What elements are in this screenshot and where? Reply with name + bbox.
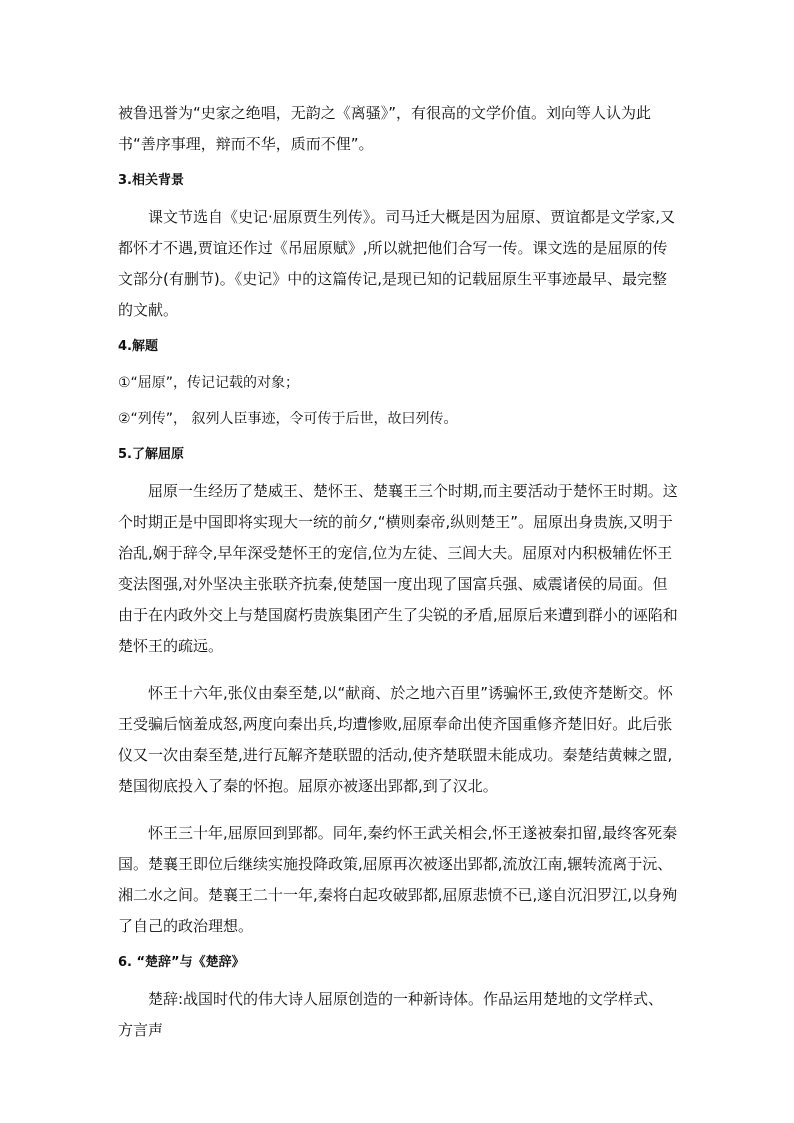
paragraph-quyuan-life: 屈原一生经历了楚威王、楚怀王、楚襄王三个时期,而主要活动于楚怀王时期。这个时期正是中国即将实现大一统的前夕,“横则秦帝,纵则楚王”。屈原出身贵族,又明于治乱,娴于辞令,早年深受楚怀王的宠信,位为左徒、三闾大夫。屈原对内积极辅佐怀王变法图强,对外坚决主张联齐抗秦,使楚国一度出现了国富兵强、威震诸侯的局面。但由于在内政外交上与楚国腐朽贵族集团产生了尖锐的矛盾,屈原后来遭到群小的诬陷和楚怀王的疏远。 bbox=[118, 482, 678, 655]
paragraph-intro: 被鲁迅誉为“史家之绝唱，无韵之《离骚》”，有很高的文学价值。刘向等人认为此书“善序事理，辩而不华，质而不俚”。 bbox=[118, 104, 652, 153]
paragraph-background: 课文节选自《史记·屈原贾生列传》。司马迁大概是因为屈原、贾谊都是文学家,又都怀才不遇,贾谊还作过《吊屈原赋》,所以就把他们合写一传。课文选的是屈原的传文部分(有删节)。《史记》中的这篇传记,是现已知的记载屈原生平事迹最早、最完整的文献。 bbox=[118, 208, 676, 319]
paragraph-exile: 怀王三十年,屈原回到郢都。同年,秦约怀王武关相会,怀王遂被秦扣留,最终客死秦国。楚襄王即位后继续实施投降政策,屈原再次被逐出郢都,流放江南,辗转流离于沅、湘二水之间。楚襄王二十一年,秦将白起攻破郢都,屈原悲愤不已,遂自沉汨罗江,以身殉了自己的政治理想。 bbox=[118, 824, 678, 935]
list-item-quyuan: ①“屈原”，传记记载的对象； bbox=[118, 375, 300, 391]
section-heading-title-explanation: 4.解题 bbox=[118, 339, 158, 354]
paragraph-zhangyi: 怀王十六年,张仪由秦至楚,以“献商、於之地六百里”诱骗怀王,致使齐楚断交。怀王受骗后恼羞成怒,两度向秦出兵,均遭惨败,屈原奉命出使齐国重修齐楚旧好。此后张仪又一次由秦至楚,进行瓦解齐楚联盟的活动,使齐楚联盟未能成功。秦楚结黄棘之盟,楚国彻底投入了秦的怀抱。屈原亦被逐出郢都,到了汉北。 bbox=[118, 684, 673, 795]
document-body bbox=[118, 98, 678, 1046]
paragraph-chuci: 楚辞:战国时代的伟大诗人屈原创造的一种新诗体。作品运用楚地的文学样式、方言声 bbox=[118, 990, 664, 1039]
section-heading-chuci: 6. “楚辞”与《楚辞》 bbox=[118, 955, 245, 970]
section-heading-background: 3.相关背景 bbox=[118, 173, 184, 188]
list-item-liezhuan: ②“列传”， 叙列人臣事迹，令可传于后世，故曰列传。 bbox=[118, 411, 458, 427]
section-heading-about-quyuan: 5.了解屈原 bbox=[118, 447, 184, 462]
